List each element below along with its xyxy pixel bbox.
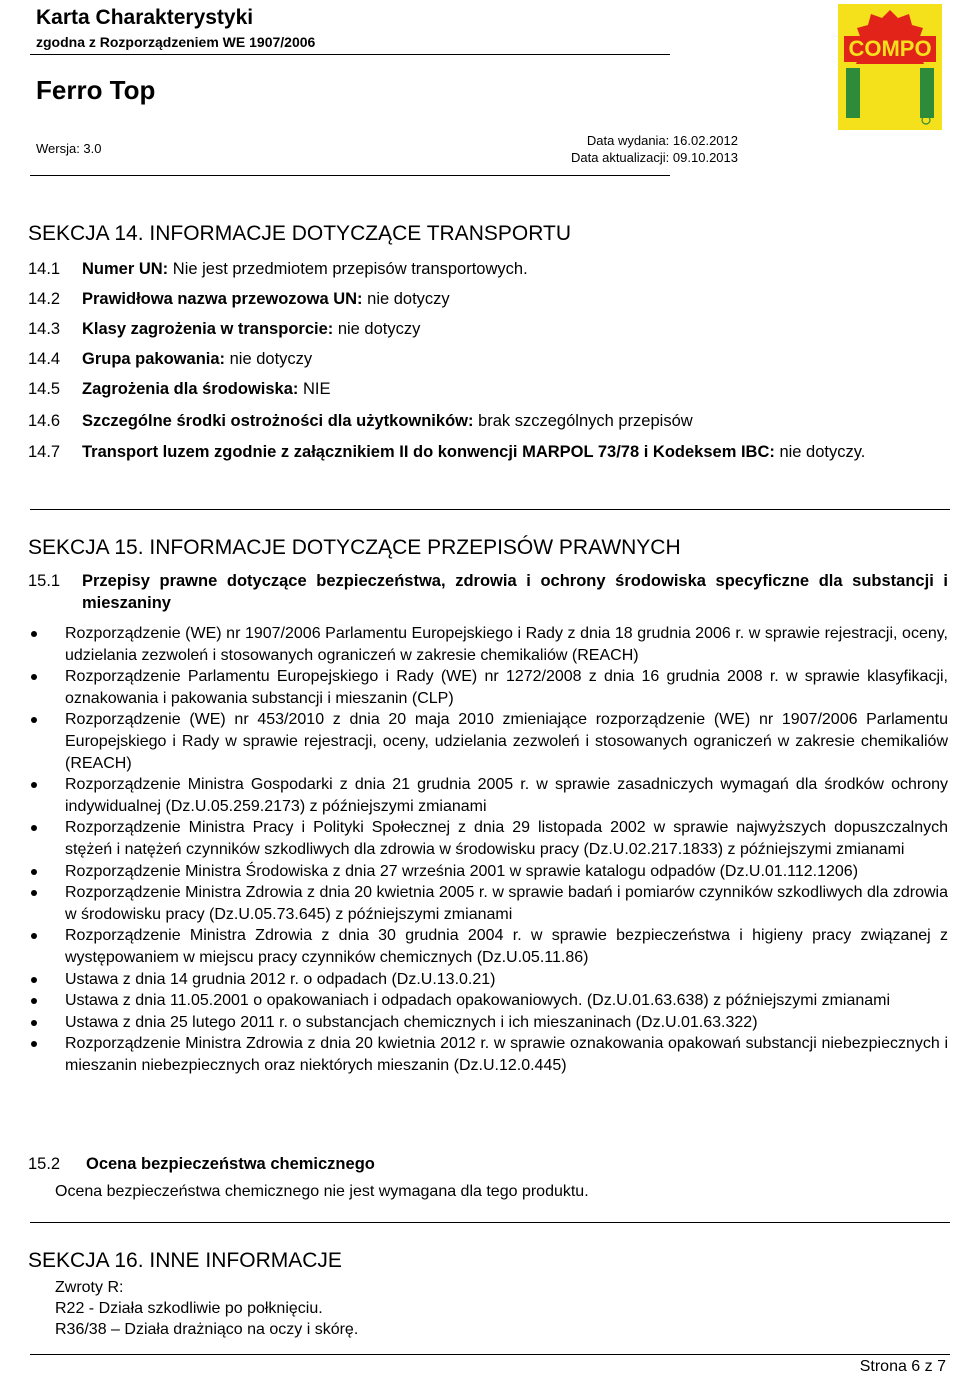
- section-divider-14-15: [30, 509, 950, 510]
- section-16-title: SEKCJA 16. INNE INFORMACJE: [28, 1249, 342, 1272]
- section-divider-15-16: [30, 1222, 950, 1223]
- bullet-icon: [31, 631, 37, 637]
- section-16-body: [55, 1277, 358, 1340]
- list-item: Ustawa z dnia 14 grudnia 2012 r. o odpadach (Dz.U.13.0.21): [28, 969, 948, 991]
- issue-date-value: 16.02.2012: [672, 133, 738, 148]
- list-item: Rozporządzenie Ministra Zdrowia z dnia 30 grudnia 2004 r. w sprawie bezpieczeństwa i higieny pracy związanej z występowaniem w miejscu pracy czynników chemicznych (Dz.U.05.11.86): [28, 925, 948, 968]
- bullet-icon: [31, 998, 37, 1004]
- r-phrase-r36-38: R36/38 – Działa drażniąco na oczy i skórę.: [55, 1321, 359, 1338]
- footer-divider: [30, 1354, 950, 1355]
- bullet-icon: [31, 1020, 37, 1026]
- item-14-4: 14.4 Grupa pakowania: nie dotyczy: [28, 350, 313, 368]
- bullet-icon: [31, 825, 37, 831]
- section-15-title: SEKCJA 15. INFORMACJE DOTYCZĄCE PRZEPISÓW PRAWNYCH: [28, 536, 681, 559]
- dates-block: [571, 132, 738, 166]
- item-14-7: 14.7 Transport luzem zgodnie z załącznikiem II do konwencji MARPOL 73/78 i Kodeksem IBC: nie dotyczy.: [28, 443, 866, 461]
- logo-text: COMPO: [848, 36, 932, 61]
- bullet-icon: [31, 717, 37, 723]
- item-14-1: 14.1 Numer UN: Nie jest przedmiotem przepisów transportowych.: [28, 260, 528, 278]
- page-number: Strona 6 z 7: [859, 1358, 946, 1375]
- header-divider-bottom: [30, 175, 670, 176]
- header-divider-top: [30, 54, 670, 55]
- compo-logo: [838, 4, 942, 130]
- list-item: Rozporządzenie (WE) nr 453/2010 z dnia 20 maja 2010 zmieniające rozporządzenie (WE) nr 1907/2006 Parlamentu Europejskiego i Rady w sprawie rejestracji, oceny, udzielania zezwoleń i stosowanych ograniczeń w zakresie chemikaliów (REACH): [28, 709, 948, 774]
- bullet-icon: [31, 869, 37, 875]
- item-14-6: 14.6 Szczególne środki ostrożności dla użytkowników: brak szczególnych przepisów: [28, 412, 693, 430]
- list-item: Ustawa z dnia 25 lutego 2011 r. o substancjach chemicznych i ich mieszaninach (Dz.U.01.63.322): [28, 1012, 948, 1034]
- document-subtitle: zgodna z Rozporządzeniem WE 1907/2006: [36, 34, 316, 50]
- item-14-3: 14.3 Klasy zagrożenia w transporcie: nie dotyczy: [28, 320, 421, 338]
- list-item: Rozporządzenie Ministra Pracy i Polityki Społecznej z dnia 29 listopada 2002 w sprawie najwyższych dopuszczalnych stężeń i natężeń czynników szkodliwych dla zdrowia w środowisku pracy (Dz.U.02.217.1833) z późniejszymi zmianami: [28, 817, 948, 860]
- regulations-list: [28, 623, 948, 1076]
- update-date-value: 09.10.2013: [672, 150, 738, 165]
- subsection-15-2: 15.2 Ocena bezpieczeństwa chemicznego: [28, 1155, 375, 1173]
- list-item: Rozporządzenie Ministra Środowiska z dnia 27 września 2001 w sprawie katalogu odpadów (Dz.U.01.112.1206): [28, 861, 948, 883]
- issue-date-label: Data wydania:: [586, 133, 670, 148]
- list-item: Rozporządzenie (WE) nr 1907/2006 Parlamentu Europejskiego i Rady z dnia 18 grudnia 2006 r. w sprawie rejestracji, oceny, udzielania zezwoleń i stosowanych ograniczeń w zakresie chemikaliów (REACH): [28, 623, 948, 666]
- bullet-icon: [31, 977, 37, 983]
- subsection-15-2-text: Ocena bezpieczeństwa chemicznego nie jest wymagana dla tego produktu.: [55, 1183, 589, 1200]
- update-date-label: Data aktualizacji:: [571, 150, 670, 165]
- r-phrases-label: Zwroty R:: [55, 1279, 124, 1296]
- version-label: Wersja: 3.0: [36, 141, 102, 156]
- document-title: Karta Charakterystyki: [36, 6, 254, 29]
- item-14-5: 14.5 Zagrożenia dla środowiska: NIE: [28, 380, 331, 398]
- list-item: Rozporządzenie Parlamentu Europejskiego i Rady (WE) nr 1272/2008 z dnia 16 grudnia 2008 r. w sprawie klasyfikacji, oznakowania i pakowania substancji i mieszanin (CLP): [28, 666, 948, 709]
- list-item: Rozporządzenie Ministra Zdrowia z dnia 20 kwietnia 2012 r. w sprawie oznakowania opakowań substancji niebezpiecznych i mieszanin niebezpiecznych oraz niektórych mieszanin (Dz.U.12.0.445): [28, 1033, 948, 1076]
- product-name: Ferro Top: [36, 75, 156, 105]
- bullet-icon: [31, 890, 37, 896]
- bullet-icon: [31, 933, 37, 939]
- item-14-2: 14.2 Prawidłowa nazwa przewozowa UN: nie dotyczy: [28, 290, 450, 308]
- bullet-icon: [31, 1041, 37, 1047]
- list-item: Rozporządzenie Ministra Gospodarki z dnia 21 grudnia 2005 r. w sprawie zasadniczych wymagań dla środków ochrony indywidualnej (Dz.U.05.259.2173) z późniejszymi zmianami: [28, 774, 948, 817]
- bullet-icon: [31, 674, 37, 680]
- section-14-title: SEKCJA 14. INFORMACJE DOTYCZĄCE TRANSPORTU: [28, 222, 571, 245]
- subsection-15-1: 15.1 Przepisy prawne dotyczące bezpieczeństwa, zdrowia i ochrony środowiska specyficzne dla substancji i mieszaniny: [28, 572, 948, 612]
- r-phrase-r22: R22 - Działa szkodliwie po połknięciu.: [55, 1300, 323, 1317]
- bullet-icon: [31, 782, 37, 788]
- list-item: Ustawa z dnia 11.05.2001 o opakowaniach i odpadach opakowaniowych. (Dz.U.01.63.638) z późniejszymi zmianami: [28, 990, 948, 1012]
- list-item: Rozporządzenie Ministra Zdrowia z dnia 20 kwietnia 2005 r. w sprawie badań i pomiarów czynników szkodliwych dla zdrowia w środowisku pracy (Dz.U.05.73.645) z późniejszymi zmianami: [28, 882, 948, 925]
